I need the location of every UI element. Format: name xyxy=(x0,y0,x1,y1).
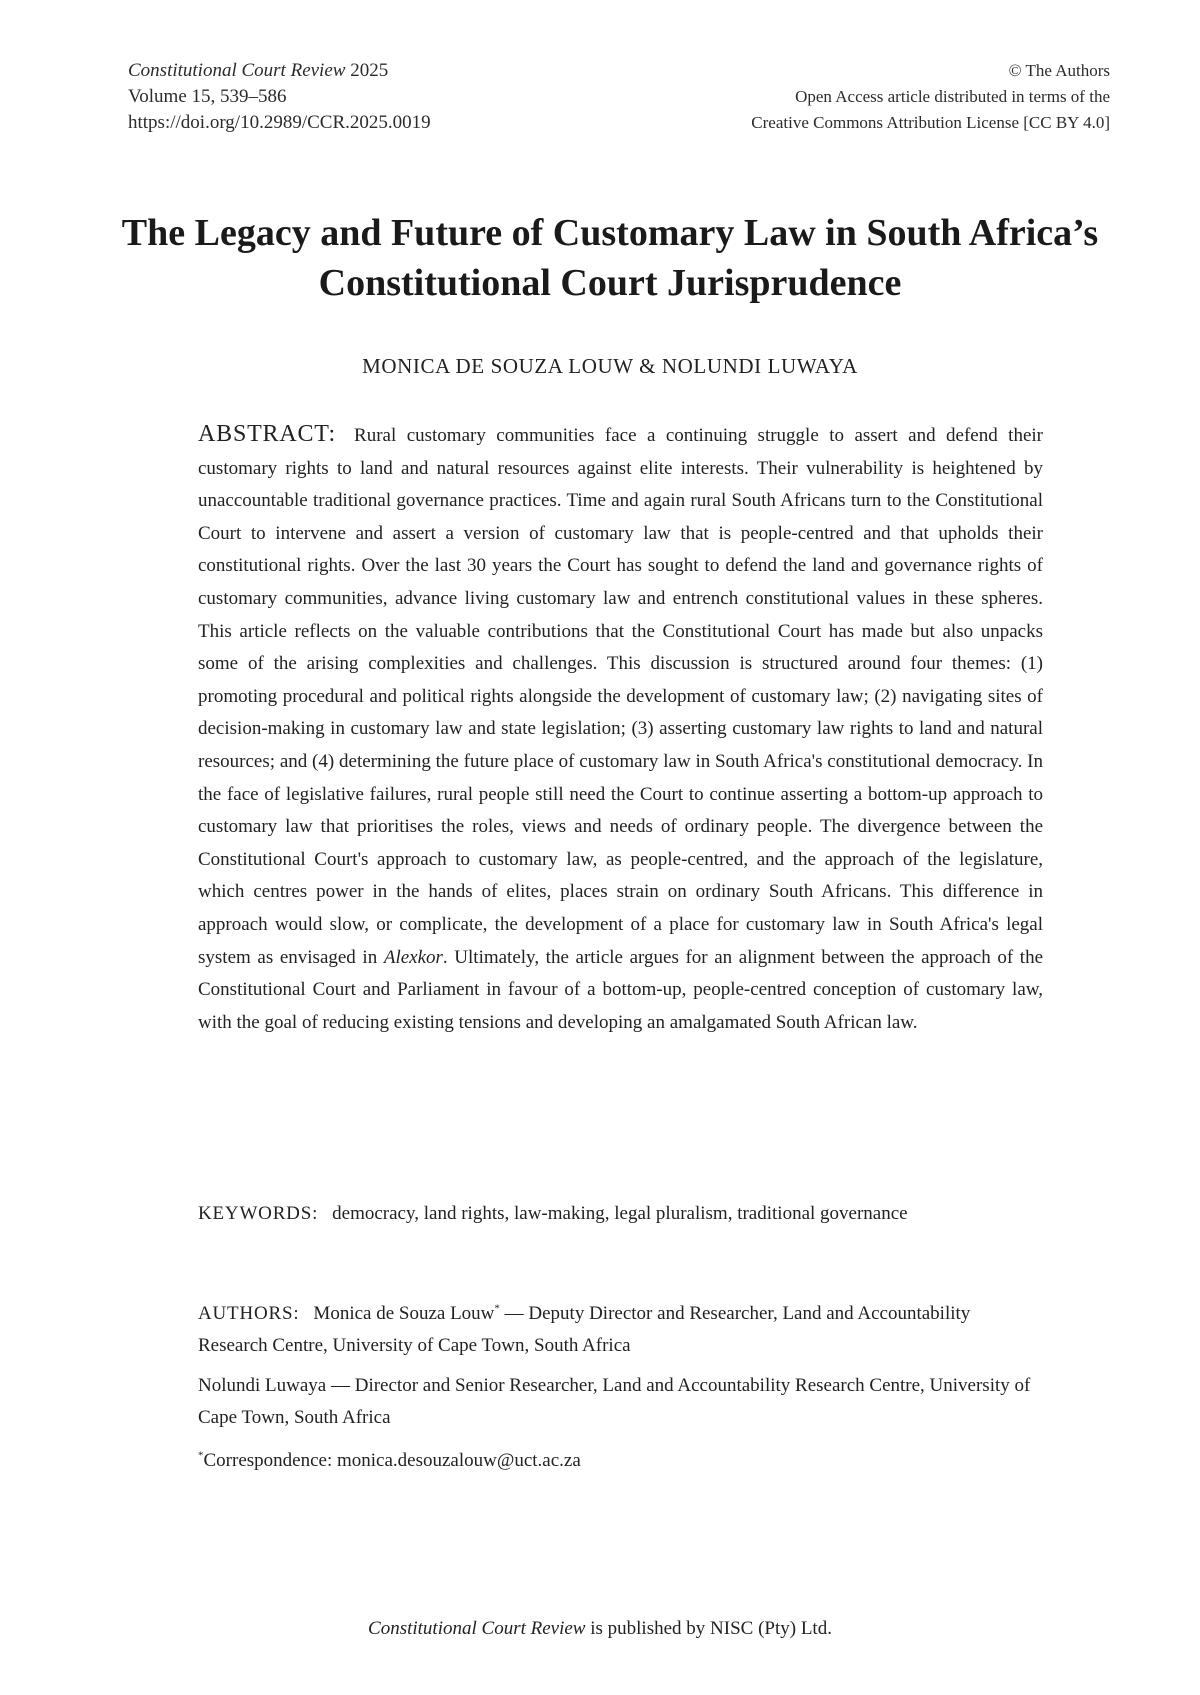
author-1-affiliation xyxy=(198,1298,1043,1362)
author-affiliations xyxy=(198,1298,1043,1442)
journal-year: 2025 xyxy=(350,60,389,81)
publisher-footer xyxy=(0,1618,1200,1640)
author-2-affiliation: Nolundi Luwaya — Director and Senior Researcher, Land and Accountability Research Centre, University of Cape Town, South Africa xyxy=(198,1375,1031,1428)
article-authors: MONICA DE SOUZA LOUW & NOLUNDI LUWAYA xyxy=(362,354,858,378)
abstract xyxy=(198,418,1043,1039)
footer-journal-name: Constitutional Court Review xyxy=(368,1618,586,1639)
abstract-label: ABSTRACT: xyxy=(198,421,337,447)
abstract-case-name: Alexkor xyxy=(383,946,443,968)
author-1-name: Monica de Souza Louw xyxy=(313,1303,495,1324)
doi-link[interactable]: https://doi.org/10.2989/CCR.2025.0019 xyxy=(128,112,431,133)
authors-label: AUTHORS: xyxy=(198,1303,300,1324)
license-line-1: Open Access article distributed in terms of the xyxy=(795,87,1110,106)
copyright-notice: © The Authors xyxy=(1008,61,1110,80)
abstract-text-1: Rural customary communities face a continuing struggle to assert and defend their customary rights to land and natural resources against elite interests. Their vulnerability is heightened by unaccountable traditional governance practices. Time and again rural South Africans turn to the Constitutional Court to intervene and assert a version of customary law that is people-centred and that upholds their constitutional rights. Over the last 30 years the Court has sought to defend the land and governance rights of customary communities, advance living customary law and entrench constitutional values in these spheres. This article reflects on the valuable contributions that the Constitutional Court has made but also unpacks some of the arising complexities and challenges. This discussion is structured around four themes: (1) promoting procedural and political rights alongside the development of customary law; (2) navigating sites of decision-making in customary law and state legislation; (3) asserting customary law rights to land and natural resources; and (4) determining the future place of customary law in South Africa's constitutional democracy. In the face of legislative failures, rural people still need the Court to continue asserting a bottom-up approach to customary law that prioritises the roles, views and needs of ordinary people. The divergence between the Constitutional Court's approach to customary law, as people-centred, and the approach of the legislature, which centres power in the hands of elites, places strain on ordinary South Africans. This difference in approach would slow, or complicate, the development of a place for customary law in South Africa's legal system as envisaged in xyxy=(198,425,1043,968)
correspondence-marker: * xyxy=(198,1449,204,1462)
correspondence xyxy=(198,1446,1043,1476)
abstract-text-2: . Ultimately, the article argues for an alignment between the approach of the Constitutional Court and Parliament in favour of a bottom-up, people-centred conception of customary law, with the goal of reducing existing tensions and developing an amalgamated South African law. xyxy=(198,946,1044,1033)
keywords-text: democracy, land rights, law-making, legal pluralism, traditional governance xyxy=(332,1203,908,1224)
author-1-marker: * xyxy=(494,1302,500,1315)
keywords-label: KEYWORDS: xyxy=(198,1203,319,1224)
journal-citation xyxy=(128,58,431,84)
footer-publisher: is published by NISC (Pty) Ltd. xyxy=(585,1618,832,1639)
journal-name: Constitutional Court Review xyxy=(128,60,346,81)
keywords xyxy=(198,1198,1043,1230)
journal-volume: Volume 15, 539–586 xyxy=(128,86,287,107)
license-header xyxy=(751,58,1110,136)
journal-header xyxy=(128,58,431,136)
author-1-details: — Deputy Director and Researcher, Land and Accountability Research Centre, University of Cape Town, South Africa xyxy=(198,1303,971,1356)
license-line-2: Creative Commons Attribution License [CC BY 4.0] xyxy=(751,113,1110,132)
correspondence-email[interactable]: Correspondence: monica.desouzalouw@uct.ac.za xyxy=(203,1450,581,1471)
article-title: The Legacy and Future of Customary Law in South Africa’s Constitutional Court Jurisprudence xyxy=(121,212,1099,304)
